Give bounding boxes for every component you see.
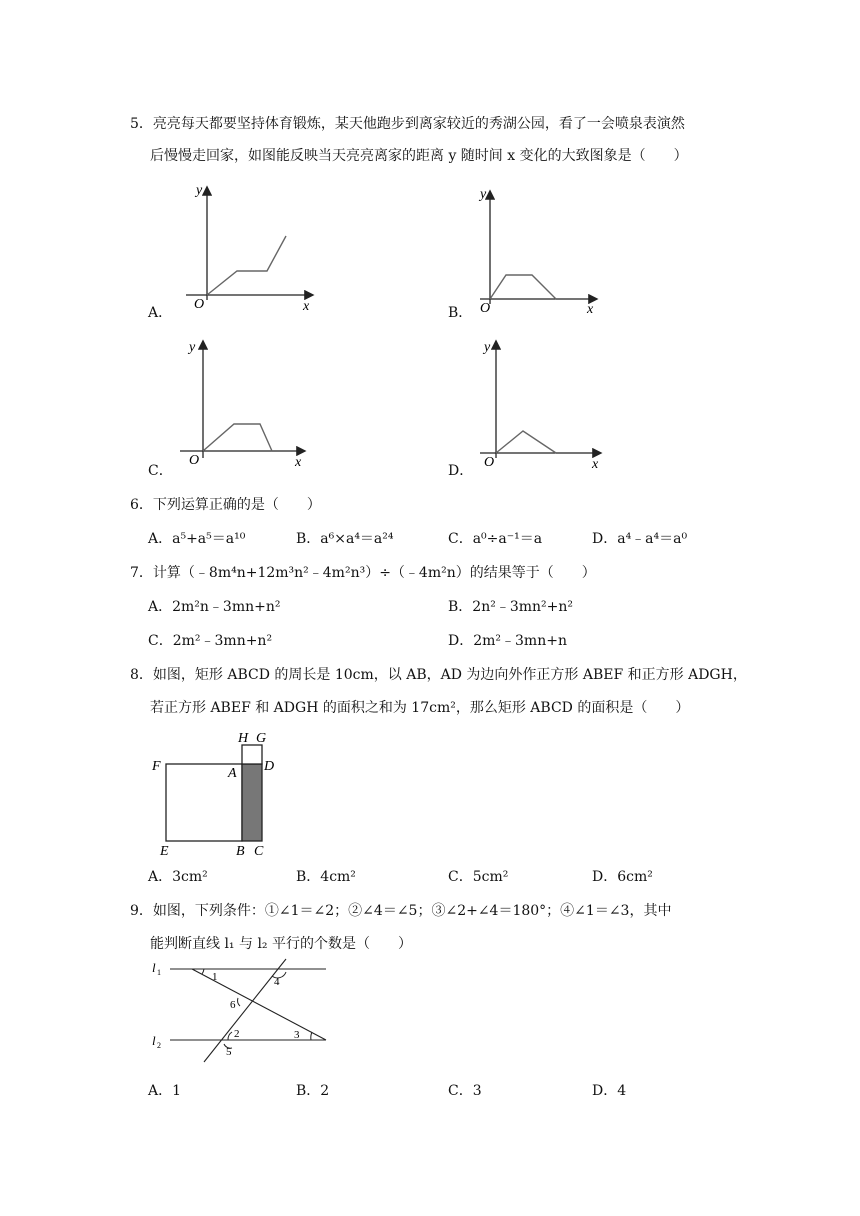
graph-line	[203, 424, 272, 451]
transversal-2-extension	[278, 959, 286, 969]
x-label: x	[303, 299, 310, 314]
label-l2: l	[152, 1033, 156, 1048]
q5-stem-line1: 5．亮亮每天都要坚持体育锻炼，某天他跑步到离家较近的秀湖公园，看了一会喷泉表演然	[130, 116, 685, 132]
x-label: x	[592, 457, 599, 472]
rectangle-abcd	[242, 764, 262, 841]
q7-stem: 7．计算（﹣8m⁴n+12m³n²﹣4m²n³）÷（﹣4m²n）的结果等于（ ）	[130, 565, 596, 581]
label-l1-subscript: 1	[157, 968, 161, 977]
q8-option-d: D．6cm²	[592, 869, 653, 885]
origin-label: O	[484, 455, 495, 470]
graph-line	[490, 275, 556, 299]
angle-2-label: 2	[234, 1028, 240, 1040]
q5-option-c-label: C．	[148, 463, 173, 479]
q7-option-c: C．2m²﹣3mn+n²	[148, 633, 273, 649]
q7-option-b: B．2n²﹣3mn²+n²	[448, 599, 573, 615]
angle-2-arc	[228, 1032, 232, 1040]
q6-option-c: C．a⁰÷a⁻¹＝a	[448, 531, 543, 547]
origin-label: O	[194, 297, 205, 312]
graph-line	[496, 431, 556, 453]
label-g: G	[256, 731, 267, 746]
label-l2-subscript: 2	[157, 1041, 161, 1050]
angle-4-label: 4	[274, 976, 280, 988]
q7-option-a: A．2m²n﹣3mn+n²	[148, 599, 281, 615]
q8-stem-line1: 8．如图，矩形 ABCD 的周长是 10cm，以 AB，AD 为边向外作正方形 ABEF 和正方形 ADGH，	[130, 667, 747, 683]
label-a: A	[228, 766, 237, 781]
q9-option-b: B．2	[296, 1083, 330, 1099]
q9-stem-line2: 能判断直线 l₁ 与 l₂ 平行的个数是（ ）	[150, 936, 412, 952]
q8-option-c: C．5cm²	[448, 869, 509, 885]
q5-graph-a	[170, 180, 320, 315]
q5-graph-d	[468, 336, 608, 471]
q6-stem: 6．下列运算正确的是（ ）	[130, 497, 321, 513]
q6-option-a: A．a⁵+a⁵＝a¹⁰	[148, 531, 246, 547]
q5-option-b-label: B．	[448, 305, 473, 321]
graph-line	[207, 236, 286, 295]
q9-stem-line1: 9．如图，下列条件：①∠1＝∠2；②∠4＝∠5；③∠2+∠4＝180°；④∠1＝∠3，其中	[130, 903, 672, 919]
q8-stem-line2: 若正方形 ABEF 和 ADGH 的面积之和为 17cm²，那么矩形 ABCD 的面积是（ ）	[150, 700, 690, 716]
q5-option-d-label: D．	[448, 463, 474, 479]
label-d: D	[264, 759, 275, 774]
y-label: y	[480, 187, 487, 202]
square-adgh	[242, 745, 262, 764]
angle-1-arc	[202, 969, 204, 974]
q6-option-b: B．a⁶×a⁴＝a²⁴	[296, 531, 394, 547]
origin-label: O	[189, 453, 200, 468]
q5-option-a-label: A．	[148, 305, 173, 321]
q8-figure	[148, 726, 288, 862]
q9-option-a: A．1	[148, 1083, 182, 1099]
q5-stem-line2: 后慢慢走回家，如图能反映当天亮亮离家的距离 y 随时间 x 变化的大致图象是（ ）	[150, 148, 688, 164]
y-label: y	[484, 340, 491, 355]
q8-option-a: A．3cm²	[148, 869, 208, 885]
origin-label: O	[480, 301, 491, 316]
q6-option-d: D．a⁴﹣a⁴＝a⁰	[592, 531, 688, 547]
angle-3-label: 3	[294, 1029, 300, 1041]
q5-graph-b	[468, 182, 608, 317]
label-l1: l	[152, 960, 156, 975]
angle-1-label: 1	[212, 971, 218, 983]
y-label: y	[196, 183, 203, 198]
label-f: F	[152, 759, 161, 774]
x-label: x	[295, 455, 302, 470]
angle-6-label: 6	[230, 999, 236, 1011]
y-label: y	[189, 340, 196, 355]
label-b: B	[236, 844, 245, 859]
label-e: E	[160, 844, 169, 859]
q8-option-b: B．4cm²	[296, 869, 356, 885]
label-c: C	[254, 844, 264, 859]
angle-3-arc	[311, 1032, 312, 1040]
angle-6-arc	[237, 998, 240, 1006]
angle-5-label: 5	[226, 1046, 232, 1058]
q9-option-c: C．3	[448, 1083, 482, 1099]
x-label: x	[587, 302, 594, 317]
label-h: H	[238, 731, 249, 746]
q9-figure	[148, 958, 338, 1064]
q9-option-d: D．4	[592, 1083, 627, 1099]
q7-option-d: D．2m²﹣3mn+n	[448, 633, 567, 649]
q5-graph-c	[176, 336, 316, 471]
